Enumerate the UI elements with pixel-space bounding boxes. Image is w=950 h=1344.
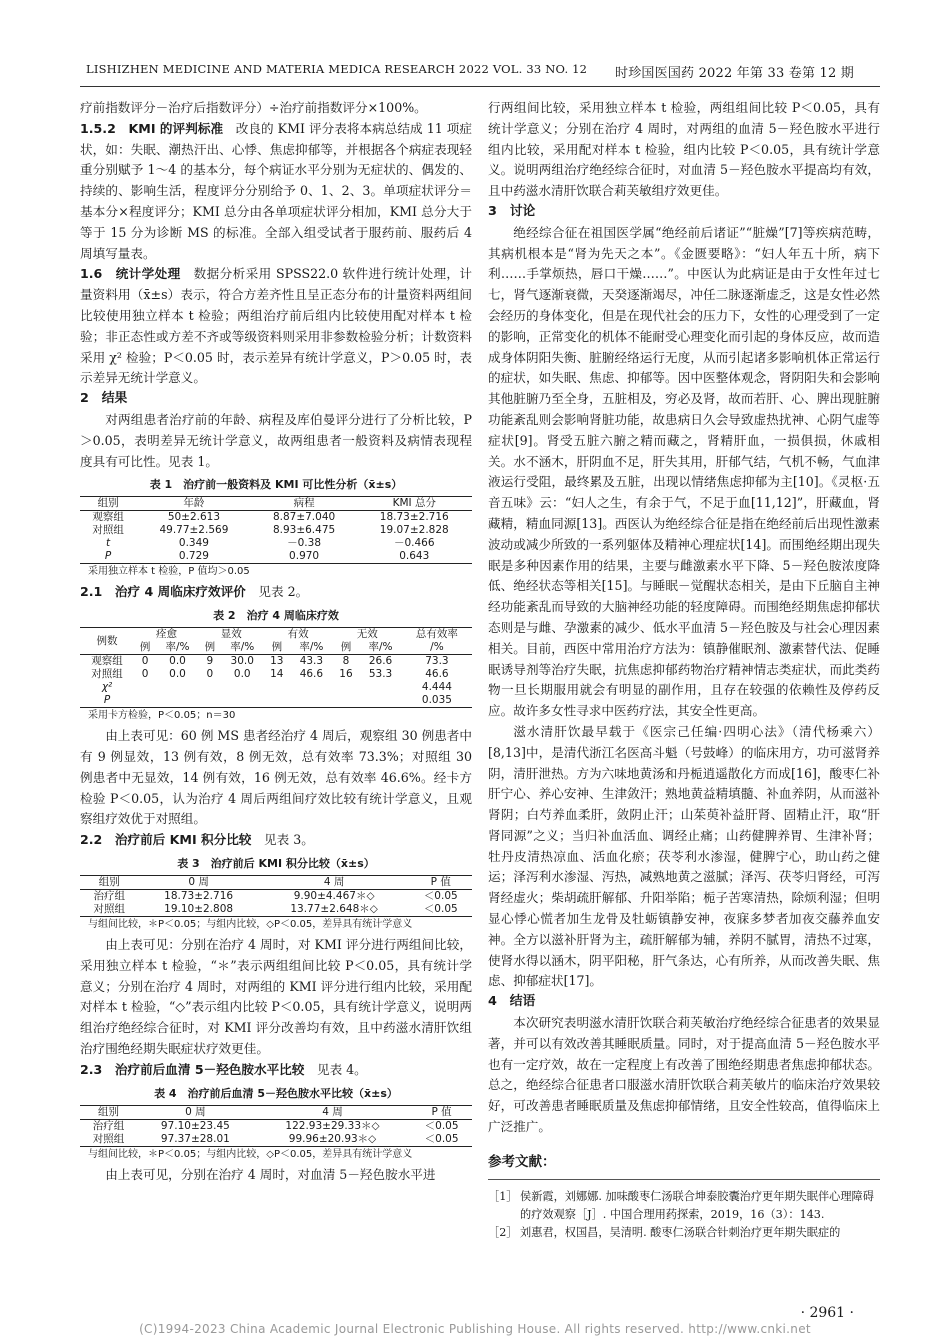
table-1-header: 病程	[252, 497, 357, 511]
table-2-header: 无效	[333, 628, 402, 642]
table-cell: ＜0.05	[424, 1119, 459, 1132]
table-cell: 0.0	[233, 668, 251, 681]
conclusion-paragraph: 本次研究表明滋水清肝饮联合莉芙敏治疗绝经综合征患者的效果显著，并可以有效改善其睡眠质量。同时，对于提高血清 5－羟色胺水平也有一定疗效，故在一定程度上有改善了围绝经期患者焦虑抑郁状态。总之，绝经综合征患者口服滋水清肝饮联合莉芙敏片的临床治疗效果较好，可改善患者睡眠质量及焦虑抑郁情绪，且安全性较高，值得临床上广泛推广。	[488, 1015, 880, 1135]
table-cell: 0.970	[252, 550, 357, 564]
table-cell: 对照组	[80, 1133, 137, 1147]
table-4-header: 0 周	[137, 1105, 254, 1119]
section-2-1-title: 2.1 治疗 4 周临床疗效评价	[80, 584, 246, 600]
references-title: 参考文献：	[488, 1153, 556, 1170]
page-number: · 2961 ·	[800, 1305, 854, 1321]
table-cell: P	[80, 694, 134, 708]
reference-item	[488, 1188, 880, 1224]
paragraph-index-formula: 疗前指数评分－治疗后指数评分）÷治疗前指数评分×100%。	[80, 100, 427, 115]
section-2-text: 对两组患者治疗前的年龄、病程及库伯曼评分进行了分析比较，P＞0.05，表明差异无统计学意义，故两组患者一般资料及病情表现程度具有可比性。见表 1。	[80, 411, 472, 469]
table-2-note: 采用卡方检验，P＜0.05；n＝30	[88, 710, 236, 722]
table-cell: ＜0.05	[410, 903, 472, 917]
table-2-subheader: 率/%	[221, 641, 264, 655]
table-cell: 16	[339, 668, 353, 681]
table-cell: 18.73±2.716	[379, 511, 449, 524]
table-3-caption: 表 3 治疗前后 KMI 积分比较（x̄±s）	[177, 856, 375, 870]
section-1-6	[80, 264, 472, 389]
section-1-6-title: 1.6 统计学处理	[80, 266, 181, 282]
discussion-paragraph-1: 绝经综合征在祖国医学属“绝经前后诸证”“脏燥”[7]等疾病范畴，其病机根本是“肾为先天之本”。《金匮要略》：“妇人年五十所，病下利……手掌烦热，唇口干燥……”。中医认为此病证是由于女性年过七七，肾气逐渐衰微，天癸逐渐竭尽，冲任二脉逐渐虚乏，这是女性必然会经历的身体变化，但是在现代社会的压力下，女性的心理受到了一定的影响，正常变化的机体不能耐受心理变化而引起的身体反应，故而造成身体阴阳失衡、脏腑经络运行无度，从而引起诸多影响机体正常运行的症状，如失眠、焦虑、抑郁等。因中医整体观念，肾阴阳失和会影响其他脏腑乃至全身，五脏相及，穷必及肾，故而若肝、心、脾出现脏腑功能紊乱则会影响肾脏功能，故患病日久会导致虚热扰神、心阴气虚等症状[9]。肾受五脏六腑之精而藏之，肾精肝血，一损俱损，休戚相关。水不涵木，肝阴血不足，肝失其用，肝郁气结，气机不畅，气血津液运行受阻，最终累及五脏，出现以情绪焦虑抑郁为主[10]。《灵枢·五音五味》云：“妇人之生，有余于气，不足于血[11,12]”，肝藏血，肾藏精，精血同源[13]。西医认为绝经综合征是指在绝经前后出现性激素波动或减少所致的一系列躯体及精神心理症状[14]。而围绝经期出现失眠是多种因素作用的结果，主要与雌激素水平下降、5－羟色胺浓度降低、绝经状态等相关[15]。与睡眠－觉醒状态相关，是由下丘脑自主神经功能紊乱而导致的大脑神经功能的轻度障碍。而围绝经期焦虑抑郁状态则是与雌、孕激素的减少、低水平血清 5－羟色胺及与社会心理因素相关。目前，西医中常用治疗方法为：镇静催眠剂、激素替代法、促睡眠诱导剂等治疗失眠，抗焦虑抑郁药物治疗精神情志类症状，而此类药物一旦长期服用就会有明显的副作用，且存在较强的依赖性及停药反应。故许多女性寻求中医药疗法，其安全性更高。	[488, 224, 880, 719]
section-1-5-2-title: 1.5.2 KMI 的评判标准	[80, 120, 224, 136]
table-cell: －0.38	[287, 537, 322, 550]
table-cell: 43.3	[299, 655, 324, 668]
table-cell: 0.643	[357, 550, 472, 564]
table-cell: 0.349	[178, 537, 209, 550]
table-cell: 46.6	[299, 668, 324, 681]
table-cell: 对照组	[80, 903, 139, 917]
table-row	[80, 655, 472, 669]
table-4-header: 4 周	[254, 1105, 411, 1119]
table-3-header: 0 周	[139, 875, 259, 889]
table-2-header: 有效	[264, 628, 333, 642]
table-cell: 0.0	[169, 668, 186, 681]
header-rule	[80, 86, 880, 87]
table-2	[80, 607, 472, 724]
table-cell: －0.466	[393, 537, 435, 550]
discussion-paragraph-2: 滋水清肝饮最早载于《医宗己任编·四明心法》（清代杨乘六）[8,13]中，是清代浙江名医高斗魁（号鼓峰）的临床用方，功可滋肾养阴，清肝泄热。方为六味地黄汤和丹栀逍遥散化方而成[16]，酸枣仁补肝宁心、养心安神、生津敛汗；熟地黄益精填髓、补血养阴，从而滋补肾阴；白芍养血柔肝，敛阴止汗；山茱萸补益肝肾、固精止汗，取“肝肾同源”之义；当归补血活血、调经止痛；山药健脾养胃、生津补肾；牡丹皮清热凉血、活血化瘀；茯苓利水渗湿，健脾宁心，助山药之健运；泽泻利水渗湿、泻热，减熟地黄之滋腻；泽泻、茯苓归肾经，可泻肾经虚火；柴胡疏肝解郁、升阳举陷；栀子苦寒清热，除烦利湿；但明显心悸心慌者加生龙骨及牡蛎镇静安神，夜寐多梦者加夜交藤养血安神。全方以滋补肝肾为主，疏肝解郁为辅，养阴不腻胃，清热不过寒，使肾水得以涵木，阴平阳秘，肝气条达，心有所养，从而改善失眠、焦虑、抑郁症状[17]。	[488, 723, 880, 989]
section-4-title: 4 结语	[488, 994, 536, 1010]
table-cell: 0	[206, 668, 214, 681]
table-cell: 14	[270, 668, 284, 681]
section-3-title: 3 讨论	[488, 203, 536, 219]
paragraph-table-4-result: 由上表可见，分别在治疗 4 周时，对血清 5－羟色胺水平进	[105, 1166, 436, 1182]
table-2-header: 痊愈	[134, 628, 199, 642]
section-2-3	[80, 1060, 472, 1081]
section-1-6-text: 数据分析采用 SPSS22.0 软件进行统计处理，计量资料用（x̄±s）表示，符合方差齐性且呈正态分布的计量资料两组间比较使用独立样本 t 检验；两组治疗前后组内比较使用配对样本 t 检验；非正态性或方差不齐或等级资料则采用非参数检验分析；计数资料采用 χ² 检验；P＜0.05 时，表示差异有统计学意义，P＞0.05 时，表示差异无统计学意义。	[80, 266, 473, 386]
running-header-cn: 时珍国医国药 2022 年第 33 卷第 12 期	[615, 66, 854, 81]
table-row	[80, 1133, 472, 1147]
table-3-note: 与组间比较，＊P＜0.05；与组内比较，◇P＜0.05，差异具有统计学意义	[88, 918, 413, 930]
table-2-subheader: 例	[134, 641, 156, 655]
section-2-2-tail: 见表 3。	[264, 832, 314, 848]
reference-item	[488, 1224, 880, 1242]
table-row	[80, 903, 472, 917]
table-4-note: 与组间比较，＊P＜0.05；与组内比较，◇P＜0.05，差异具有统计学意义	[88, 1148, 413, 1160]
table-cell: 对照组	[92, 524, 124, 537]
table-2-header: 显效	[199, 628, 264, 642]
table-1-header: KMI 总分	[357, 497, 472, 511]
table-4-caption: 表 4 治疗前后血清 5－羟色胺水平比较（x̄±s）	[154, 1086, 398, 1100]
table-cell: 13	[270, 655, 284, 668]
section-2-title: 2 结果	[80, 391, 128, 407]
table-4-header: 组别	[80, 1105, 137, 1119]
table-2-caption: 表 2 治疗 4 周临床疗效	[213, 609, 339, 623]
table-cell: 治疗组	[92, 1119, 125, 1132]
table-cell: 49.77±2.569	[159, 524, 229, 537]
table-2-header: 总有效率	[402, 628, 472, 642]
table-cell: 73.3	[425, 655, 449, 668]
table-cell: 观察组	[92, 511, 124, 524]
table-row	[80, 681, 472, 694]
copyright-footer: (C)1994-2023 China Academic Journal Electronic Publishing House. All rights reserved. http://www.cnki.net	[139, 1322, 811, 1336]
table-cell: 97.37±28.01	[137, 1133, 254, 1147]
section-2-2	[80, 830, 472, 851]
section-2-2-title: 2.2 治疗前后 KMI 积分比较	[80, 832, 252, 848]
table-row	[80, 524, 472, 537]
table-cell: 9	[206, 655, 214, 668]
table-cell: 0.035	[402, 694, 472, 708]
table-row	[80, 550, 472, 564]
table-3	[80, 855, 472, 933]
table-row	[80, 511, 472, 525]
table-row	[80, 537, 472, 550]
table-cell: 46.6	[425, 668, 449, 681]
table-row	[80, 668, 472, 681]
table-cell: ＜0.05	[423, 889, 458, 902]
table-cell: 8	[342, 655, 350, 668]
table-2-subheader: 例	[264, 641, 290, 655]
section-2-3-title: 2.3 治疗前后血清 5－羟色胺水平比较	[80, 1061, 305, 1077]
table-cell: 9.90±4.467＊◇	[293, 889, 375, 902]
table-cell: 19.10±2.808	[139, 903, 259, 917]
references-rule	[488, 1179, 880, 1180]
table-1-header: 年龄	[136, 497, 251, 511]
section-2-3-tail: 见表 4。	[316, 1061, 367, 1077]
table-cell: 19.07±2.828	[379, 524, 449, 537]
table-2-subheader: 率/%	[359, 641, 402, 655]
table-cell: 30.0	[230, 655, 254, 668]
table-cell: 0	[141, 655, 149, 668]
section-1-5-2	[80, 119, 472, 265]
table-cell: 99.96±20.93＊◇	[254, 1133, 411, 1147]
table-1	[80, 476, 472, 580]
table-cell: 8.93±6.475	[272, 524, 336, 537]
paragraph-table-2-result: 由上表可见：60 例 MS 患者经治疗 4 周后，观察组 30 例患者中有 9 例显效，13 例有效，8 例无效，总有效率 73.3%；对照组 30 例患者中无显效，14 例有效，16 例无效，总有效率 46.6%。经卡方检验 P＜0.05，认为治疗 4 周后两组间疗效比较有统计学意义，且观察组疗效优于对照组。	[80, 728, 472, 827]
table-4-header: P 值	[411, 1105, 472, 1119]
paragraph-table-3-result: 由上表可见：分别在治疗 4 周时，对 KMI 评分进行两组间比较，采用独立样本 t 检验，“＊”表示两组组间比较 P＜0.05，具有统计学意义；分别在治疗 4 周时，对两组的 KMI 评分进行组内比较，采用配对样本 t 检验，“◇”表示组内比较 P＜0.05，具有统计学意义，说明两组治疗绝经综合征时，对 KMI 评分改善均有效，且中药滋水清肝饮组治疗围绝经期失眠症状疗效更佳。	[80, 936, 472, 1056]
right-column	[488, 98, 880, 1242]
table-cell: 122.93±29.33＊◇	[285, 1119, 380, 1132]
table-cell: 8.87±7.040	[272, 511, 336, 524]
table-row	[80, 889, 472, 903]
section-2-1	[80, 582, 472, 603]
paragraph-table-4-continued: 行两组间比较，采用独立样本 t 检验，两组组间比较 P＜0.05，具有统计学意义；分别在治疗 4 周时，对两组的血清 5－羟色胺水平进行组内比较，采用配对样本 t 检验，组内比较 P＜0.05，具有统计学意义。说明两组治疗绝经综合征时，对血清 5－羟色胺水平提高均有效，且中药滋水清肝饮联合莉芙敏组疗效更佳。	[488, 100, 880, 199]
table-3-header: 组别	[80, 875, 139, 889]
table-1-caption: 表 1 治疗前一般资料及 KMI 可比性分析（x̄±s）	[149, 478, 403, 492]
table-3-header: 4 周	[259, 875, 410, 889]
reference-number: ［2］	[488, 1225, 518, 1239]
table-cell: 治疗组	[93, 889, 125, 902]
table-2-subheader: 例	[333, 641, 359, 655]
left-column	[80, 98, 472, 1185]
table-3-header: P 值	[410, 875, 472, 889]
table-2-subheader: 率/%	[290, 641, 333, 655]
reference-number: ［1］	[488, 1189, 518, 1203]
table-2-subheader: 率/%	[156, 641, 199, 655]
table-2-header: 例数	[80, 628, 134, 655]
section-2-1-tail: 见表 2。	[258, 584, 309, 600]
running-header-en: LISHIZHEN MEDICINE AND MATERIA MEDICA RESEARCH 2022 VOL. 33 NO. 12	[86, 62, 588, 76]
table-4	[80, 1085, 472, 1163]
table-cell: 97.10±23.45	[160, 1119, 230, 1132]
table-cell: ＜0.05	[411, 1133, 472, 1147]
table-cell: 对照组	[91, 668, 123, 681]
table-1-header: 组别	[80, 497, 136, 511]
table-cell: 53.3	[368, 668, 393, 681]
table-cell: 0.729	[136, 550, 251, 564]
table-cell: t	[106, 537, 111, 550]
table-cell: 13.77±2.648＊◇	[259, 903, 410, 917]
table-cell: 26.6	[368, 655, 393, 668]
table-cell: 0	[141, 668, 149, 681]
table-cell: 0.0	[169, 655, 186, 668]
table-cell: 50±2.613	[167, 511, 221, 524]
table-row	[80, 694, 472, 708]
table-2-subheader: /%	[402, 641, 472, 655]
reference-text: 侯新霞，刘娜娜. 加味酸枣仁汤联合坤泰胶囊治疗更年期失眠伴心理障碍的疗效观察［J］. 中国合理用药探索，2019，16（3）：143.	[520, 1189, 874, 1221]
table-2-subheader: 例	[199, 641, 221, 655]
table-cell: 18.73±2.716	[164, 889, 234, 902]
reference-text: 刘惠君，权国昌，吴清明. 酸枣仁汤联合针刺治疗更年期失眠症的	[520, 1225, 841, 1239]
table-row	[80, 1119, 472, 1133]
table-cell: χ²	[101, 681, 113, 694]
table-cell: P	[80, 550, 136, 564]
table-cell: 4.444	[421, 681, 452, 694]
table-1-note: 采用独立样本 t 检验，P 值均＞0.05	[88, 566, 250, 578]
table-cell: 观察组	[91, 655, 123, 668]
section-1-5-2-text: 改良的 KMI 评分表将本病总结成 11 项症状，如：失眠、潮热汗出、心悸、焦虑抑郁等，并根据各个病症表现轻重分别赋予 1～4 的基本分，每个病证水平分别为无症状的、偶发的、持续的、影响生活，程度评分分别给予 0、1、2、3。单项症状评分＝基本分×程度评分；KMI 总分由各单项症状评分相加，KMI 总分大于等于 15 分为诊断 MS 的标准。全部入组受试者于服药前、服药后 4 周填写量表。	[80, 120, 473, 261]
